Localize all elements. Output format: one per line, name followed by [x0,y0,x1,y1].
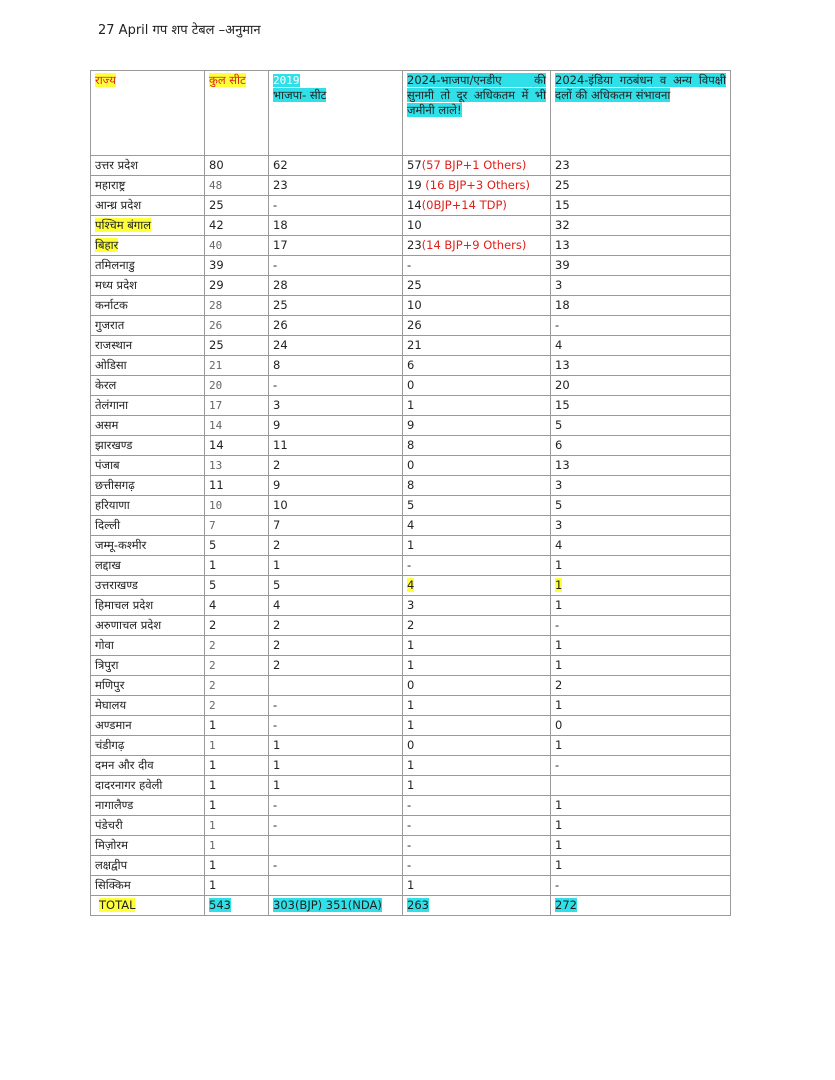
bjp-2019-cell: - [269,696,403,716]
india-2024-cell: 20 [551,376,731,396]
nda-2024-cell: 3 [403,596,551,616]
india-2024-cell: 15 [551,396,731,416]
bjp-2019-cell: - [269,796,403,816]
bjp-2019-cell: 1 [269,736,403,756]
table-row [91,236,731,256]
state-cell: पंडेचरी [91,816,205,836]
nda-note: (57 BJP+1 Others) [421,158,527,172]
seats-cell: 80 [205,156,269,176]
nda-2024-cell: 23(14 BJP+9 Others) [403,236,551,256]
seats-cell: 40 [205,236,269,256]
india-2024-cell: 18 [551,296,731,316]
nda-2024-cell: 10 [403,296,551,316]
india-2024-cell: 23 [551,156,731,176]
bjp-2019-cell: 18 [269,216,403,236]
seats-cell: 2 [205,636,269,656]
state-cell: पंजाब [91,456,205,476]
india-2024-cell: 1 [551,836,731,856]
bjp-2019-cell: 8 [269,356,403,376]
table-row [91,676,731,696]
table-row [91,776,731,796]
seats-cell: 25 [205,196,269,216]
nda-2024-cell: 1 [403,756,551,776]
state-cell: चंडीगढ़ [91,736,205,756]
state-cell: अण्डमान [91,716,205,736]
india-2024-cell: 13 [551,456,731,476]
india-2024-cell: 1 [551,736,731,756]
bjp-2019-cell: 28 [269,276,403,296]
table-row [91,736,731,756]
seat-estimate-table [90,70,731,916]
state-cell: असम [91,416,205,436]
table-row [91,456,731,476]
state-cell: छत्तीसगढ़ [91,476,205,496]
total-row [91,896,731,916]
nda-2024-cell: - [403,836,551,856]
seats-cell: 1 [205,876,269,896]
total-label: TOTAL [91,896,205,916]
seats-cell: 1 [205,736,269,756]
nda-2024-cell: - [403,856,551,876]
state-cell: पश्चिम बंगाल [91,216,205,236]
nda-note: (14 BJP+9 Others) [421,238,527,252]
header-2024-india: 2024-इंडिया गठबंधन व अन्य विपक्षी दलों की अधिकतम संभावना [551,71,731,156]
india-2024-cell: - [551,616,731,636]
bjp-2019-cell: 25 [269,296,403,316]
bjp-2019-cell: 2 [269,656,403,676]
india-2024-cell: 1 [551,856,731,876]
india-2024-cell: 1 [551,696,731,716]
nda-2024-cell: 1 [403,656,551,676]
table-row [91,596,731,616]
india-2024-cell: 3 [551,516,731,536]
state-cell: हरियाणा [91,496,205,516]
state-cell: दादरनागर हवेली [91,776,205,796]
bjp-2019-cell: 62 [269,156,403,176]
nda-2024-cell: - [403,816,551,836]
bjp-2019-cell: 4 [269,596,403,616]
india-2024-cell: 1 [551,596,731,616]
table-row [91,516,731,536]
table-row [91,496,731,516]
table-row [91,556,731,576]
seats-cell: 1 [205,796,269,816]
nda-2024-cell: 1 [403,776,551,796]
header-total-seats: कुल सीट [205,71,269,156]
seats-cell: 1 [205,856,269,876]
table-row [91,476,731,496]
india-2024-cell: 15 [551,196,731,216]
state-cell: महाराष्ट्र [91,176,205,196]
bjp-2019-cell: - [269,376,403,396]
india-2024-cell: - [551,876,731,896]
nda-2024-cell: 14(0BJP+14 TDP) [403,196,551,216]
india-2024-cell: - [551,756,731,776]
nda-2024-cell: 1 [403,716,551,736]
seats-cell: 1 [205,816,269,836]
nda-2024-cell: 9 [403,416,551,436]
seats-cell: 14 [205,436,269,456]
state-cell: दिल्ली [91,516,205,536]
header-state: राज्य [91,71,205,156]
nda-2024-cell: - [403,256,551,276]
table-row [91,576,731,596]
bjp-2019-cell: 10 [269,496,403,516]
india-2024-cell: 1 [551,816,731,836]
bjp-2019-cell: 7 [269,516,403,536]
seats-cell: 2 [205,616,269,636]
state-cell: बिहार [91,236,205,256]
seats-cell: 1 [205,776,269,796]
bjp-2019-cell: 11 [269,436,403,456]
state-cell: मध्य प्रदेश [91,276,205,296]
state-cell: तमिलनाडु [91,256,205,276]
bjp-2019-cell: 2 [269,456,403,476]
total-india-2024: 272 [551,896,731,916]
seats-cell: 1 [205,716,269,736]
seats-cell: 2 [205,656,269,676]
nda-2024-cell: 6 [403,356,551,376]
state-cell: मेघालय [91,696,205,716]
table-row [91,876,731,896]
nda-2024-cell: 21 [403,336,551,356]
seats-cell: 39 [205,256,269,276]
india-2024-cell: 0 [551,716,731,736]
table-row [91,176,731,196]
seats-cell: 10 [205,496,269,516]
nda-2024-cell: 5 [403,496,551,516]
table-row [91,156,731,176]
nda-2024-cell: 25 [403,276,551,296]
seats-cell: 7 [205,516,269,536]
state-cell: ओडिसा [91,356,205,376]
state-cell: तेलंगाना [91,396,205,416]
bjp-2019-cell: - [269,256,403,276]
nda-2024-cell: 0 [403,456,551,476]
page-heading: 27 April गप शप टेबल –अनुमान [98,23,261,38]
state-cell: हिमाचल प्रदेश [91,596,205,616]
india-2024-cell: 4 [551,336,731,356]
nda-2024-cell: 8 [403,476,551,496]
india-2024-cell: 2 [551,676,731,696]
bjp-2019-cell: 1 [269,556,403,576]
seats-cell: 20 [205,376,269,396]
table-row [91,536,731,556]
nda-2024-cell: 26 [403,316,551,336]
seats-cell: 1 [205,556,269,576]
nda-note: (16 BJP+3 Others) [421,178,531,192]
state-cell: मणिपुर [91,676,205,696]
nda-2024-cell: - [403,796,551,816]
header-2019: 2019 भाजपा- सीट [269,71,403,156]
india-2024-cell: 5 [551,416,731,436]
state-cell: उत्तराखण्ड [91,576,205,596]
state-cell: लद्दाख [91,556,205,576]
nda-2024-cell: 1 [403,536,551,556]
nda-2024-cell: 10 [403,216,551,236]
table-row [91,616,731,636]
table-row [91,256,731,276]
nda-2024-cell: 1 [403,636,551,656]
nda-2024-cell: 4 [403,516,551,536]
india-2024-cell: 3 [551,276,731,296]
bjp-2019-cell: 24 [269,336,403,356]
header-2024-nda: 2024-भाजपा/एनडीए की सुनामी तो दूर अधिकतम में भी जमीनी लाले! [403,71,551,156]
bjp-2019-cell: 1 [269,776,403,796]
total-seats: 543 [205,896,269,916]
bjp-2019-cell: 17 [269,236,403,256]
state-cell: अरुणाचल प्रदेश [91,616,205,636]
bjp-2019-cell: 2 [269,636,403,656]
table-row [91,376,731,396]
nda-2024-cell: 0 [403,376,551,396]
nda-2024-cell: 57(57 BJP+1 Others) [403,156,551,176]
india-2024-cell: 5 [551,496,731,516]
table-row [91,636,731,656]
seats-cell: 14 [205,416,269,436]
india-2024-cell: - [551,316,731,336]
state-cell: आन्ध्र प्रदेश [91,196,205,216]
state-cell: सिक्किम [91,876,205,896]
bjp-2019-cell: 1 [269,756,403,776]
india-2024-cell: 4 [551,536,731,556]
bjp-2019-cell: 2 [269,616,403,636]
seats-cell: 1 [205,756,269,776]
state-cell: झारखण्ड [91,436,205,456]
nda-2024-cell: - [403,556,551,576]
seats-cell: 29 [205,276,269,296]
table-row [91,336,731,356]
state-cell: त्रिपुरा [91,656,205,676]
bjp-2019-cell: - [269,716,403,736]
state-cell: नागालैण्ड [91,796,205,816]
seats-cell: 4 [205,596,269,616]
state-cell: उत्तर प्रदेश [91,156,205,176]
table-row [91,316,731,336]
nda-2024-cell: 1 [403,396,551,416]
state-cell: केरल [91,376,205,396]
india-2024-cell: 1 [551,576,731,596]
bjp-2019-cell: 5 [269,576,403,596]
seats-cell: 2 [205,676,269,696]
table-row [91,716,731,736]
table-row [91,756,731,776]
seats-cell: 28 [205,296,269,316]
seats-cell: 17 [205,396,269,416]
state-cell: राजस्थान [91,336,205,356]
seats-cell: 42 [205,216,269,236]
bjp-2019-cell: - [269,196,403,216]
bjp-2019-cell [269,676,403,696]
table-row [91,216,731,236]
table-row [91,196,731,216]
total-nda-2024: 263 [403,896,551,916]
seats-cell: 21 [205,356,269,376]
seats-cell: 5 [205,536,269,556]
state-cell: कर्नाटक [91,296,205,316]
table-row [91,436,731,456]
india-2024-cell: 25 [551,176,731,196]
india-2024-cell: 39 [551,256,731,276]
table-row [91,656,731,676]
bjp-2019-cell: 23 [269,176,403,196]
seats-cell: 25 [205,336,269,356]
india-2024-cell: 3 [551,476,731,496]
table-row [91,416,731,436]
bjp-2019-cell: 9 [269,476,403,496]
india-2024-cell [551,776,731,796]
india-2024-cell: 1 [551,556,731,576]
bjp-2019-cell: 2 [269,536,403,556]
india-2024-cell: 1 [551,796,731,816]
india-2024-cell: 13 [551,236,731,256]
india-2024-cell: 6 [551,436,731,456]
table-row [91,296,731,316]
seats-cell: 11 [205,476,269,496]
table-row [91,796,731,816]
seats-cell: 1 [205,836,269,856]
bjp-2019-cell: 26 [269,316,403,336]
bjp-2019-cell [269,836,403,856]
nda-note: (0BJP+14 TDP) [421,198,507,212]
state-cell: जम्मू-कश्मीर [91,536,205,556]
header-row [91,71,731,156]
bjp-2019-cell: - [269,856,403,876]
table-row [91,836,731,856]
nda-2024-cell: 0 [403,676,551,696]
table-row [91,816,731,836]
nda-2024-cell: 1 [403,696,551,716]
table-row [91,356,731,376]
nda-2024-cell: 0 [403,736,551,756]
seats-cell: 48 [205,176,269,196]
seats-cell: 2 [205,696,269,716]
state-cell: लक्षद्वीप [91,856,205,876]
table-row [91,396,731,416]
nda-2024-cell: 1 [403,876,551,896]
india-2024-cell: 32 [551,216,731,236]
state-cell: गोवा [91,636,205,656]
bjp-2019-cell: - [269,816,403,836]
india-2024-cell: 1 [551,636,731,656]
state-cell: दमन और दीव [91,756,205,776]
bjp-2019-cell [269,876,403,896]
seats-cell: 5 [205,576,269,596]
seats-cell: 26 [205,316,269,336]
bjp-2019-cell: 9 [269,416,403,436]
state-cell: मिज़ोरम [91,836,205,856]
india-2024-cell: 1 [551,656,731,676]
table-row [91,696,731,716]
table-row [91,276,731,296]
total-bjp-2019: 303(BJP) 351(NDA) [269,896,403,916]
bjp-2019-cell: 3 [269,396,403,416]
india-2024-cell: 13 [551,356,731,376]
table-row [91,856,731,876]
nda-2024-cell: 8 [403,436,551,456]
state-cell: गुजरात [91,316,205,336]
nda-2024-cell: 2 [403,616,551,636]
nda-2024-cell: 19 (16 BJP+3 Others) [403,176,551,196]
nda-2024-cell: 4 [403,576,551,596]
seats-cell: 13 [205,456,269,476]
